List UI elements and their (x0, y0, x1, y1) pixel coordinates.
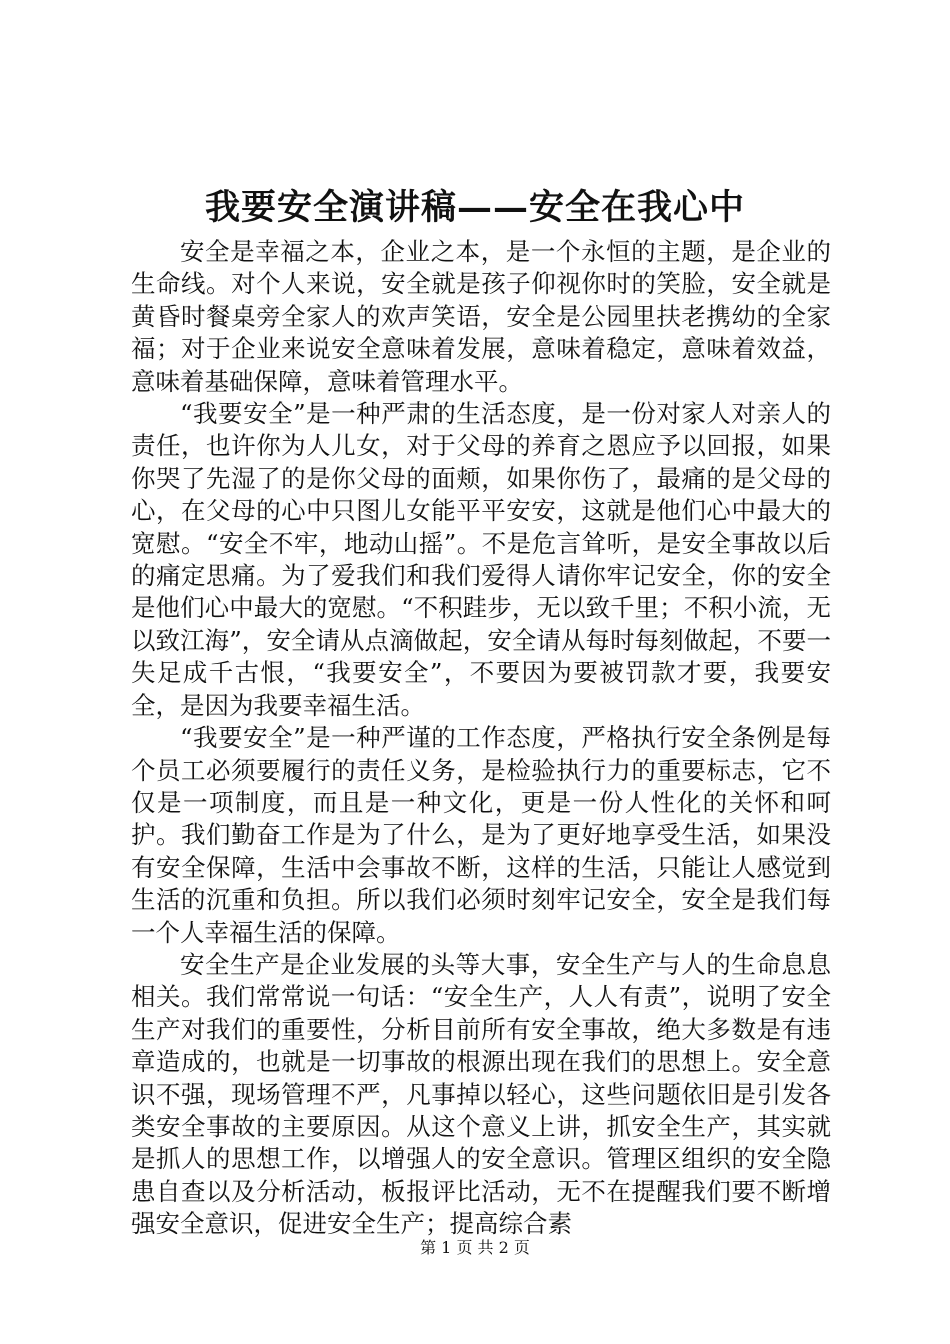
paragraph: 安全是幸福之本，企业之本，是一个永恒的主题，是企业的生命线。对个人来说，安全就是孩子仰视你时的笑脸，安全就是黄昏时餐桌旁全家人的欢声笑语，安全是公园里扶老携幼的全家福；对于企业来说安全意味着发展，意味着稳定，意味着效益，意味着基础保障，意味着管理水平。 (131, 237, 831, 396)
paragraph: “我要安全”是一种严谨的工作态度，严格执行安全条例是每个员工必须要履行的责任义务，是检验执行力的重要标志，它不仅是一项制度，而且是一种文化，更是一份人性化的关怀和呵护。我们勤奋工作是为了什么，是为了更好地享受生活，如果没有安全保障，生活中会事故不断，这样的生活，只能让人感觉到生活的沉重和负担。所以我们必须时刻牢记安全，安全是我们每一个人幸福生活的保障。 (131, 723, 831, 947)
page-number-footer: 第 1 页 共 2 页 (420, 1238, 530, 1257)
document-body (131, 236, 831, 1241)
paragraph: 安全生产是企业发展的头等大事，安全生产与人的生命息息相关。我们常常说一句话：“安全生产，人人有责”，说明了安全生产对我们的重要性，分析目前所有安全事故，绝大多数是有违章造成的，也就是一切事故的根源出现在我们的思想上。安全意识不强，现场管理不严，凡事掉以轻心，这些问题依旧是引发各类安全事故的主要原因。从这个意义上讲，抓安全生产，其实就是抓人的思想工作，以增强人的安全意识。管理区组织的安全隐患自查以及分析活动，板报评比活动，无不在提醒我们要不断增强安全意识，促进安全生产；提高综合素 (131, 949, 831, 1239)
paragraph: “我要安全”是一种严肃的生活态度，是一份对家人对亲人的责任，也许你为人儿女，对于父母的养育之恩应予以回报，如果你哭了先湿了的是你父母的面颊，如果你伤了，最痛的是父母的心，在父母的心中只图儿女能平平安安，这就是他们心中最大的宽慰。“安全不牢，地动山摇”。不是危言耸听，是安全事故以后的痛定思痛。为了爱我们和我们爱得人请你牢记安全，你的安全是他们心中最大的宽慰。“不积跬步，无以致千里；不积小流，无以致江海”，安全请从点滴做起，安全请从每时每刻做起，不要一失足成千古恨，“我要安全”，不要因为要被罚款才要，我要安全，是因为我要幸福生活。 (131, 399, 831, 720)
document-title: 我要安全演讲稿——安全在我心中 (204, 187, 745, 228)
